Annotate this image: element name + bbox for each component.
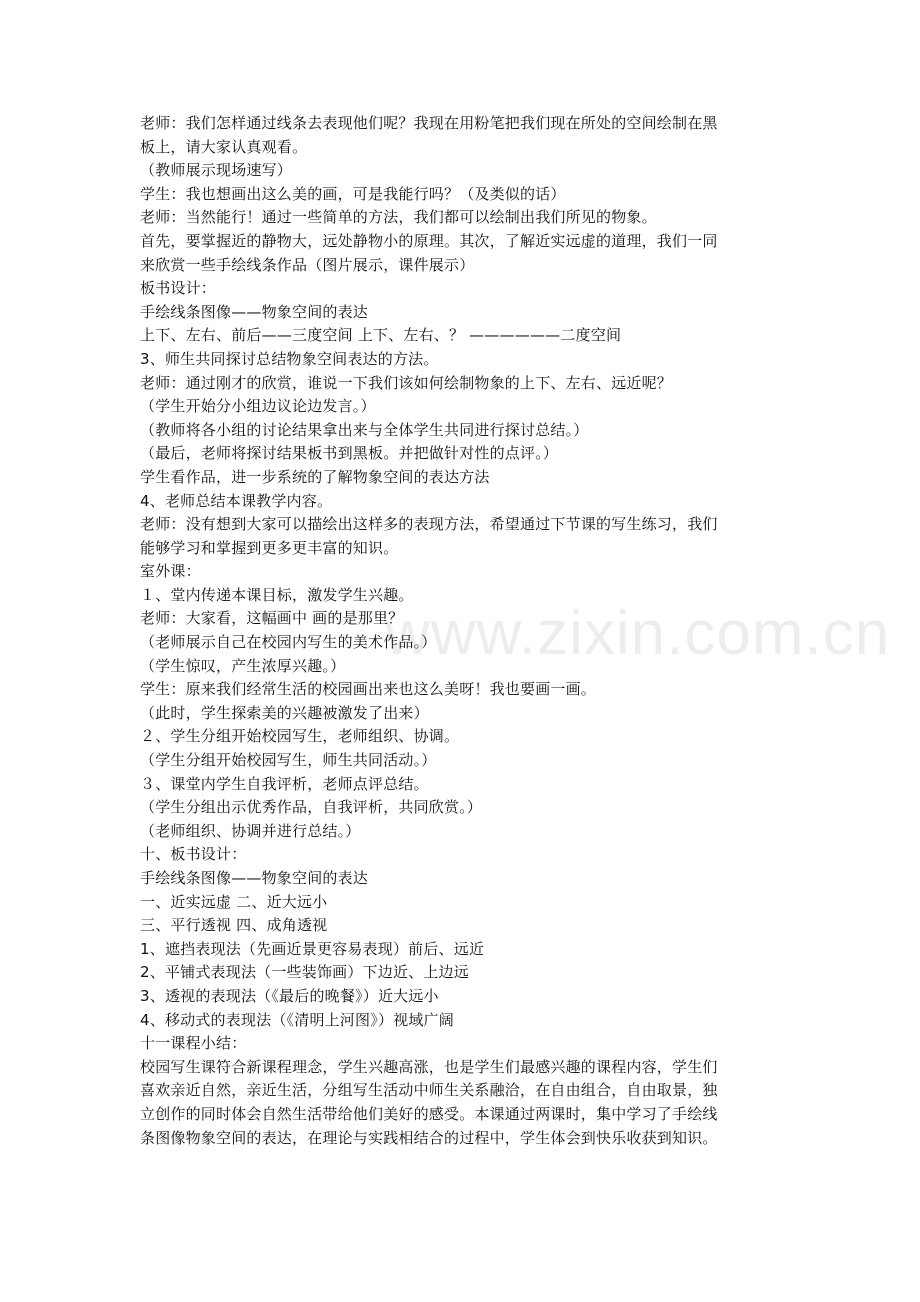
document-body <box>140 112 785 1150</box>
text-line: 一、近实远虚 二、近大远小 <box>140 892 328 911</box>
text-line: 三、平行透视 四、成角透视 <box>140 916 328 935</box>
text-line: 十一课程小结： <box>140 1034 247 1053</box>
text-line: 学生：原来我们经常生活的校园画出来也这么美呀！我也要画一画。 <box>140 680 597 699</box>
text-line: （教师展示现场速写） <box>140 161 293 180</box>
text-line: 首先，要掌握近的静物大，远处静物小的原理。其次，了解近实远虚的道理，我们一同 <box>140 231 718 250</box>
text-line: 十、板书设计： <box>140 845 247 864</box>
text-line: 老师：当然能行！通过一些简单的方法，我们都可以绘制出我们所见的物象。 <box>140 208 657 227</box>
text-line: 老师：大家看，这幅画中 画的是那里？ <box>140 609 404 628</box>
text-line: （最后，老师将探讨结果板书到黑板。并把做针对性的点评。） <box>140 444 559 463</box>
text-line: ２、学生分组开始校园写生，老师组织、协调。 <box>140 727 460 746</box>
text-line: 来欣赏一些手绘线条作品（图片展示，课件展示） <box>140 255 475 274</box>
text-line: 上下、左右、前后——三度空间 上下、左右、？ ——————二度空间 <box>140 326 622 345</box>
text-line: 手绘线条图像——物象空间的表达 <box>140 869 369 887</box>
text-line: （老师组织、协调并进行总结。） <box>140 821 361 840</box>
text-line: 校园写生课符合新课程理念，学生兴趣高涨，也是学生们最感兴趣的课程内容，学生们 <box>140 1057 718 1076</box>
watermark: www.zixin.com.cn <box>385 599 891 668</box>
text-line: 3、师生共同探讨总结物象空间表达的方法。 <box>140 349 439 368</box>
text-line: 4、移动式的表现法（《清明上河图》）视域广阔 <box>140 1010 454 1029</box>
text-line: （学生分组开始校园写生，师生共同活动。） <box>140 751 437 770</box>
text-line: （老师展示自己在校园内写生的美术作品。） <box>140 633 437 652</box>
text-line: （学生开始分小组边议论边发言。） <box>140 397 376 416</box>
text-line: ３、课堂内学生自我评析，老师点评总结。 <box>140 774 429 793</box>
text-line: 条图像物象空间的表达，在理论与实践相结合的过程中，学生体会到快乐收获到知识。 <box>140 1128 718 1147</box>
text-line: （教师将各小组的讨论结果拿出来与全体学生共同进行探讨总结。） <box>140 420 589 439</box>
text-line: 4、老师总结本课教学内容。 <box>140 491 333 510</box>
text-line: （学生分组出示优秀作品，自我评析，共同欣赏。） <box>140 798 483 817</box>
text-line: 2、平铺式表现法（一些装饰画）下边近、上边远 <box>140 963 469 982</box>
text-line: 3、透视的表现法（《最后的晚餐》）近大远小 <box>140 986 439 1005</box>
text-line: 老师：我们怎样通过线条去表现他们呢？我现在用粉笔把我们现在所处的空间绘制在黑 <box>140 114 718 132</box>
text-line: １、堂内传递本课目标，激发学生兴趣。 <box>140 585 414 604</box>
text-line: 能够学习和掌握到更多更丰富的知识。 <box>140 538 399 557</box>
text-line: 1、遮挡表现法（先画近景更容易表现）前后、远近 <box>140 939 485 958</box>
text-line: 立创作的同时体会自然生活带给他们美好的感受。本课通过两课时，集中学习了手绘线 <box>140 1104 718 1123</box>
text-line: 学生看作品，进一步系统的了解物象空间的表达方法 <box>140 467 490 486</box>
text-line: 板书设计： <box>140 279 217 298</box>
text-line: 老师：通过刚才的欣赏，谁说一下我们该如何绘制物象的上下、左右、远近呢？ <box>140 373 673 392</box>
text-line: 学生：我也想画出这么美的画，可是我能行吗？（及类似的话） <box>140 184 566 203</box>
text-line: （此时，学生探索美的兴趣被激发了出来） <box>140 703 429 722</box>
text-line: 室外课： <box>140 562 201 581</box>
text-line: （学生惊叹，产生浓厚兴趣。） <box>140 656 346 675</box>
text-line: 喜欢亲近自然，亲近生活，分组写生活动中师生关系融洽，在自由组合，自由取景，独 <box>140 1081 718 1100</box>
text-line: 手绘线条图像——物象空间的表达 <box>140 302 369 321</box>
text-line: 老师：没有想到大家可以描绘出这样多的表现方法，希望通过下节课的写生练习，我们 <box>140 515 718 534</box>
text-line: 板上，请大家认真观看。 <box>140 137 308 156</box>
